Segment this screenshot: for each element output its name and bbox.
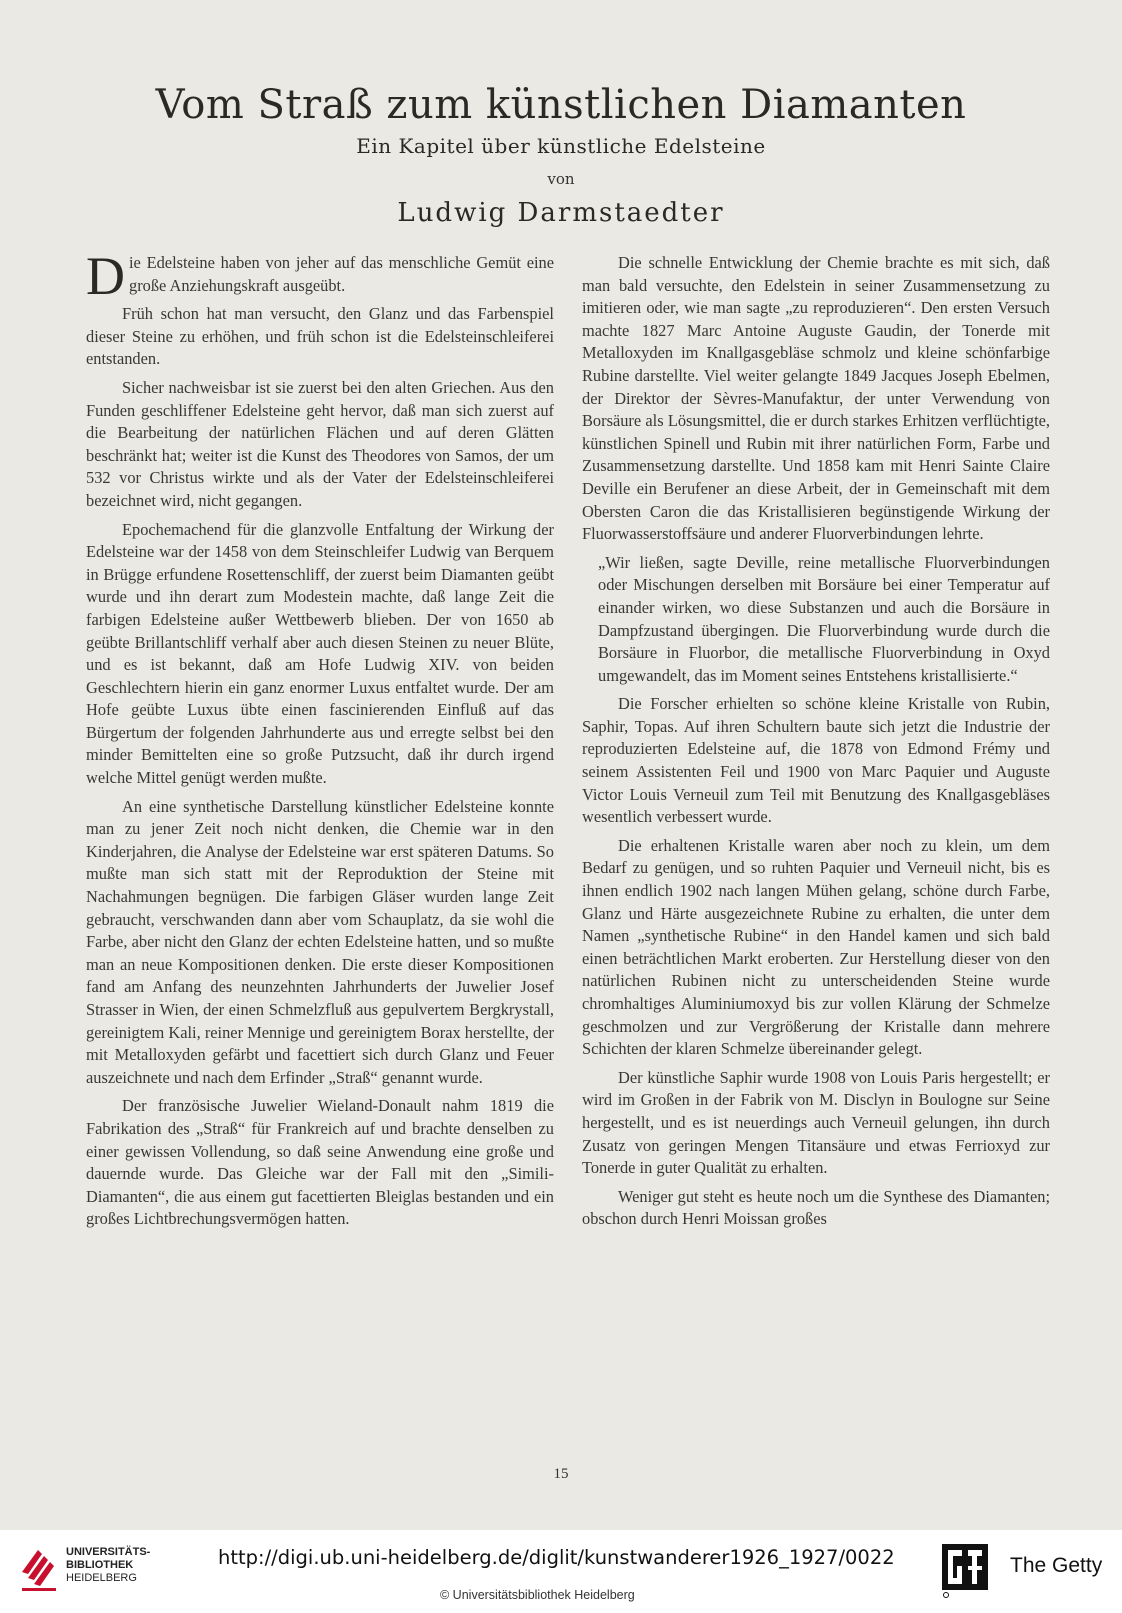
paragraph: Früh schon hat man versucht, den Glanz und das Farbenspiel dieser Steine zu erhöhen, und früh schon ist die Edelsteinschleiferei entstanden. [86,304,554,369]
right-column [582,252,1050,1231]
copyright-notice: © Universitätsbibliothek Heidelberg [440,1588,635,1602]
article-title: Vom Straß zum künstlichen Diamanten [155,82,967,128]
ub-heidelberg-logo-icon [18,1542,60,1594]
getty-logo-icon [940,1542,990,1598]
digitization-footer [0,1530,1122,1613]
permalink-url[interactable]: http://digi.ub.uni-heidelberg.de/diglit/kunstwanderer1926_1927/0022 [218,1546,895,1569]
paragraph-text: ie Edelsteine haben von jeher auf das menschliche Gemüt eine große Anziehungskraft ausgeübt. [129,253,554,295]
paragraph: Epochemachend für die glanzvolle Entfaltung der Wirkung der Edelsteine war der 1458 von dem Steinschleifer Ludwig van Berquem in Brügge erfundene Rosettenschliff, der zuerst beim Diamanten geübt wurde und ihn derart zum Modestein machte, daß lange Zeit die farbigen Edelsteine außer Wettbewerb blieben. Der von 1650 ab geübte Brillantschliff verhalf aber auch diesen Steinen zu neuer Blüte, und es ist bekannt, daß am Hofe Ludwig XIV. von beiden Geschlechtern hierin ein ganz enormer Luxus entfaltet wurde. Der am Hofe geübte Luxus übte einen fascinierenden Einfluß auf das Bürgertum der folgenden Jahrhunderte aus und erregte selbst bei den minder Bemittelten eine so große Putzsucht, daß ihr durch irgend welche Mittel genügt werden mußte. [86,519,554,788]
paragraph [86,246,554,306]
paragraph: Sicher nachweisbar ist sie zuerst bei den alten Griechen. Aus den Funden geschliffener Edelsteine geht hervor, daß man sich zuerst auf die Bearbeitung der natürlichen Flächen und auf deren Glätten beschränkt hat; weiter ist die Kunst des Theodores von Samos, der um 532 vor Christus wirkte und als der Vater der Edelsteinschleiferei bezeichnet wird, nicht gegangen. [86,377,554,510]
paragraph: Die Forscher erhielten so schöne kleine Kristalle von Rubin, Saphir, Topas. Auf ihren Schultern baute sich jetzt die Industrie der reproduzierten Edelsteine auf, die 1878 von Edmond Frémy und seinem Assistenten Feil und 1900 von Marc Paquier und Auguste Victor Louis Verneuil zum Teil mit Benutzung des Knallgasgebläses wesentlich verbessert wurde. [582,694,1050,827]
paragraph: Die erhaltenen Kristalle waren aber noch zu klein, um dem Bedarf zu genügen, und so ruhten Paquier und Verneuil nicht, bis es ihnen endlich 1902 nach langen Mühen gelang, schöne durch Farbe, Glanz und Härte ausgezeichnete Rubine zu erhalten, die unter dem Namen „synthetische Rubine“ in den Handel kamen und sich bald einen beträchtlichen Markt eroberten. Zur Herstellung dieser von den natürlichen Rubinen nicht zu unterscheidenden Steine wurde chromhaltiges Aluminiumoxyd bis zur vollen Klärung der Schmelze geschmolzen und zur Vergrößerung der Kristalle dann mehrere Schichten der klaren Schmelze übereinander gelegt. [582,835,1050,1059]
byline-von: von [547,170,575,188]
library-name [66,1546,150,1585]
page-number: 15 [553,1466,569,1482]
article-subtitle: Ein Kapitel über künstliche Edelsteine [356,134,766,158]
paragraph: An eine synthetische Darstellung künstlicher Edelsteine konnte man zu jener Zeit noch nicht denken, die Chemie war in den Kinderjahren, die Analyse der Edelsteine war erst späteren Datums. So mußte man sich statt mit der Reproduktion der Steine mit Nachahmungen begnügen. Die farbigen Gläser wurden lange Zeit gebraucht, verschwanden dann aber vom Schauplatz, da sie wohl die Farbe, aber nicht den Glanz der echten Edelsteine hatten, und so mußte man an neue Kompositionen denken. Die erste dieser Kompositionen fand am Anfang des neunzehnten Jahrhunderts der Juwelier Josef Strasser in Wien, der einen Schmelzfluß aus gepulvertem Bergkrystall, gereinigtem Kali, reiner Mennige und gereinigtem Borax herstellte, der mit Metalloxyden gefärbt und facettiert sich durch Glanz und Feuer auszeichnete und nach dem Erfinder „Straß“ genannt wurde. [86,796,554,1087]
article-author: Ludwig Darmstaedter [397,198,725,228]
paragraph: Der künstliche Saphir wurde 1908 von Louis Paris hergestellt; er wird im Großen in der Fabrik von M. Disclyn in Boulogne sur Seine hergestellt, und es ist neuerdings auch Verneuil gelungen, ihn durch Zusatz von geringen Mengen Titansäure und etwas Ferrioxyd zur Tonerde in guter Qualität zu erhalten. [582,1067,1050,1178]
library-name-line: HEIDELBERG [66,1572,137,1584]
getty-name: The Getty [1010,1554,1103,1577]
library-name-line: UNIVERSITÄTS- [66,1546,151,1558]
library-name-line: BIBLIOTHEK [66,1559,134,1571]
left-column [86,246,554,1231]
paragraph: Die schnelle Entwicklung der Chemie brachte es mit sich, daß man bald versuchte, den Edelstein in seiner Zusammensetzung zu imitieren oder, wie man sagte „zu reproduzieren“. Den ersten Versuch machte 1827 Marc Antoine Auguste Gaudin, der Tonerde mit Metalloxyden im Knallgasgebläse schmolz und kleine schönfarbige Rubine darstellte. Viel weiter gelangte 1849 Jacques Joseph Ebelmen, der Direktor der Sèvres-Manufaktur, der unter Verwendung von Borsäure als Lösungsmittel, die er durch starkes Erhitzen verflüchtigte, künstlichen Spinell und Rubin mit ihrer natürlichen Form, Farbe und Zusammensetzung darstellte. Und 1858 kam mit Henri Sainte Claire Deville ein Berufener an diese Arbeit, der in Gemeinschaft mit dem Obersten Caron die das Kristallisieren begünstigende Wirkung der Fluorwasserstoffsäure und anderer Fluorverbindungen lehrte. [582,253,1050,544]
drop-cap: D [86,246,125,306]
paragraph: Weniger gut steht es heute noch um die Synthese des Diamanten; obschon durch Henri Moissan großes [582,1186,1050,1229]
quote-paragraph: „Wir ließen, sagte Deville, reine metallische Fluorverbindungen oder Mischungen derselben mit Borsäure bei einer Temperatur auf einander wirken, wo diese Substanzen und auch die Borsäure in Dampfzustand übergingen. Die Fluorverbindung wurde durch die Borsäure in Fluorbor, die metallische Fluorverbindung in Oxyd umgewandelt, das im Moment seines Entstehens kristallisierte.“ [598,552,1050,685]
paragraph: Der französische Juwelier Wieland-Donault nahm 1819 die Fabrikation des „Straß“ für Frankreich auf und brachte denselben zu einer gewissen Vollendung, so daß seine Anwendung eine große und dauernde wurde. Das Gleiche war der Fall mit den „Simili-Diamanten“, die aus einem gut facettierten Bleiglas bestanden und ein großes Lichtbrechungsvermögen hatten. [86,1096,554,1229]
